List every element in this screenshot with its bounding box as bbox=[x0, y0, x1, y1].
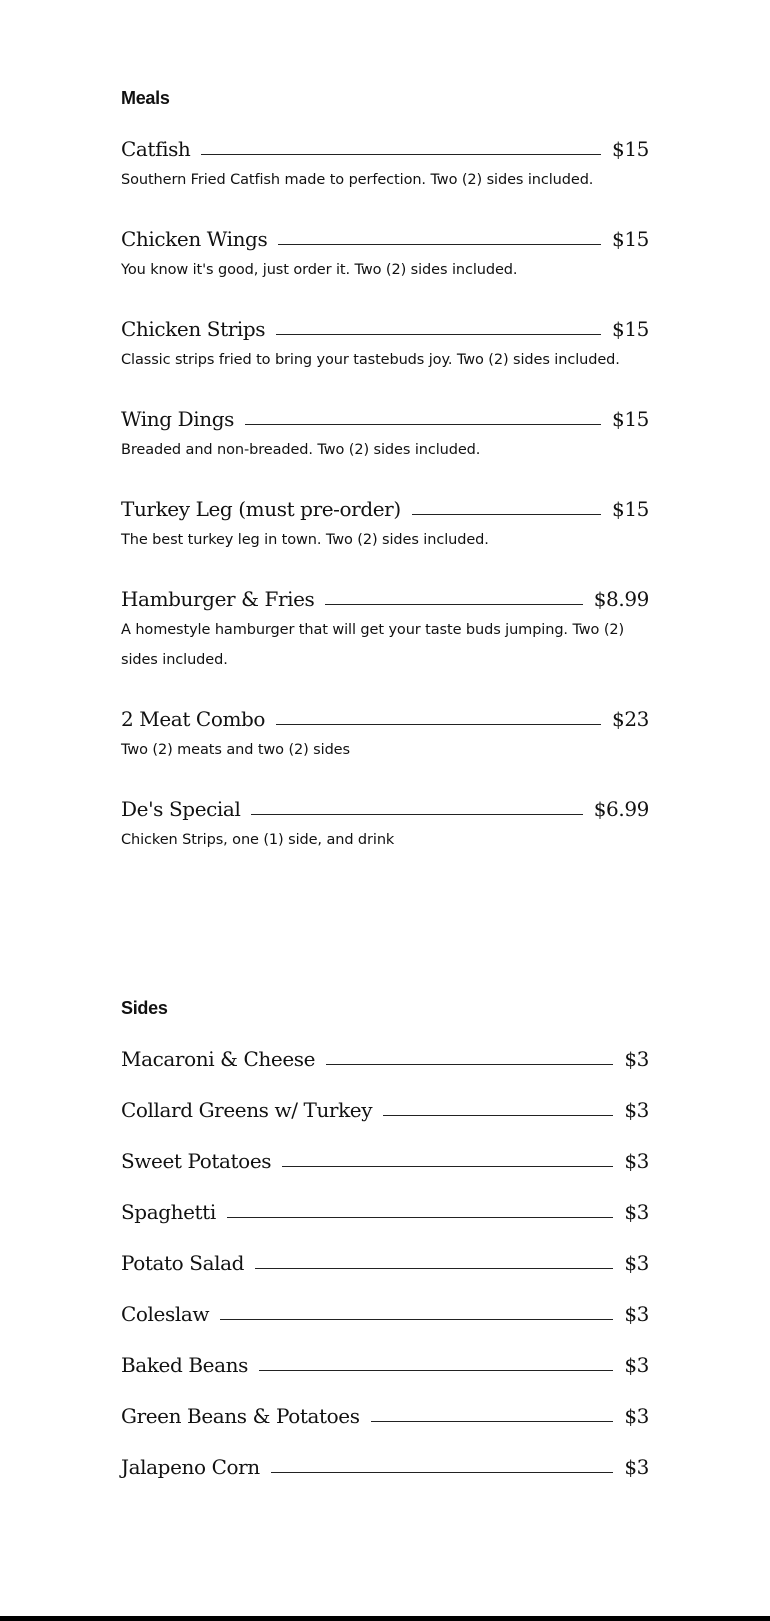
menu-item-description: A homestyle hamburger that will get your taste buds jumping. Two (2) sides included. bbox=[121, 622, 625, 668]
menu-item-hamburger-fries bbox=[121, 580, 649, 675]
side-item-price: $3 bbox=[624, 1047, 649, 1071]
dotted-leader-line bbox=[251, 814, 582, 815]
side-item-price: $3 bbox=[624, 1200, 649, 1224]
meals-section bbox=[121, 88, 649, 880]
side-item-name: Potato Salad bbox=[121, 1251, 245, 1275]
menu-item-description: The best turkey leg in town. Two (2) sides included. bbox=[121, 532, 489, 548]
side-item-price: $3 bbox=[624, 1353, 649, 1377]
bottom-border-bar bbox=[0, 1616, 770, 1621]
dotted-leader-line bbox=[326, 1064, 613, 1065]
menu-item-wing-dings bbox=[121, 400, 649, 465]
menu-item-row bbox=[121, 490, 649, 522]
menu-item-chicken-wings bbox=[121, 220, 649, 285]
menu-item-price: $15 bbox=[612, 497, 649, 521]
side-item-spaghetti bbox=[121, 1193, 649, 1225]
dotted-leader-line bbox=[255, 1268, 613, 1269]
dotted-leader-line bbox=[259, 1370, 613, 1371]
side-item-name: Jalapeno Corn bbox=[121, 1455, 260, 1479]
side-item-sweet-potatoes bbox=[121, 1142, 649, 1174]
menu-item-price: $15 bbox=[612, 137, 649, 161]
menu-item-price: $23 bbox=[612, 707, 649, 731]
side-item-price: $3 bbox=[624, 1455, 649, 1479]
menu-item-description: Breaded and non-breaded. Two (2) sides included. bbox=[121, 442, 481, 458]
dotted-leader-line bbox=[325, 604, 582, 605]
menu-item-description: Chicken Strips, one (1) side, and drink bbox=[121, 832, 395, 848]
meals-heading: Meals bbox=[121, 88, 170, 108]
side-item-name: Baked Beans bbox=[121, 1353, 248, 1377]
side-item-price: $3 bbox=[624, 1404, 649, 1428]
menu-item-price: $8.99 bbox=[593, 587, 649, 611]
side-item-name: Green Beans & Potatoes bbox=[121, 1404, 360, 1428]
dotted-leader-line bbox=[201, 154, 601, 155]
menu-item-price: $15 bbox=[612, 317, 649, 341]
side-item-name: Spaghetti bbox=[121, 1200, 216, 1224]
menu-item-row bbox=[121, 130, 649, 162]
menu-item-name: Hamburger & Fries bbox=[121, 587, 315, 611]
side-item-price: $3 bbox=[624, 1098, 649, 1122]
side-item-jalapeno-corn bbox=[121, 1448, 649, 1480]
sides-heading: Sides bbox=[121, 998, 168, 1018]
menu-item-name: Chicken Strips bbox=[121, 317, 266, 341]
side-item-name: Collard Greens w/ Turkey bbox=[121, 1098, 373, 1122]
menu-item-des-special bbox=[121, 790, 649, 855]
menu-item-name: Turkey Leg (must pre-order) bbox=[121, 497, 401, 521]
side-item-macaroni-cheese bbox=[121, 1040, 649, 1072]
menu-item-turkey-leg bbox=[121, 490, 649, 555]
dotted-leader-line bbox=[220, 1319, 613, 1320]
menu-item-price: $15 bbox=[612, 407, 649, 431]
dotted-leader-line bbox=[282, 1166, 613, 1167]
side-item-green-beans-potatoes bbox=[121, 1397, 649, 1429]
menu-item-description: You know it's good, just order it. Two (2) sides included. bbox=[121, 262, 518, 278]
menu-item-row bbox=[121, 700, 649, 732]
dotted-leader-line bbox=[245, 424, 601, 425]
menu-item-description: Southern Fried Catfish made to perfection. Two (2) sides included. bbox=[121, 172, 594, 188]
menu-item-row bbox=[121, 580, 649, 612]
dotted-leader-line bbox=[276, 724, 601, 725]
menu-item-chicken-strips bbox=[121, 310, 649, 375]
side-item-coleslaw bbox=[121, 1295, 649, 1327]
menu-item-catfish bbox=[121, 130, 649, 195]
side-item-price: $3 bbox=[624, 1149, 649, 1173]
menu-item-name: 2 Meat Combo bbox=[121, 707, 266, 731]
side-item-name: Sweet Potatoes bbox=[121, 1149, 272, 1173]
dotted-leader-line bbox=[278, 244, 601, 245]
menu-item-price: $6.99 bbox=[593, 797, 649, 821]
menu-item-name: Chicken Wings bbox=[121, 227, 268, 251]
menu-item-name: Wing Dings bbox=[121, 407, 235, 431]
side-item-collard-greens bbox=[121, 1091, 649, 1123]
dotted-leader-line bbox=[412, 514, 601, 515]
dotted-leader-line bbox=[227, 1217, 614, 1218]
dotted-leader-line bbox=[276, 334, 601, 335]
menu-item-price: $15 bbox=[612, 227, 649, 251]
dotted-leader-line bbox=[371, 1421, 614, 1422]
menu-item-name: De's Special bbox=[121, 797, 241, 821]
menu-item-row bbox=[121, 220, 649, 252]
side-item-baked-beans bbox=[121, 1346, 649, 1378]
menu-item-row bbox=[121, 310, 649, 342]
menu-item-description: Classic strips fried to bring your tastebuds joy. Two (2) sides included. bbox=[121, 352, 620, 368]
menu-item-row bbox=[121, 790, 649, 822]
side-item-name: Macaroni & Cheese bbox=[121, 1047, 316, 1071]
side-item-price: $3 bbox=[624, 1251, 649, 1275]
menu-item-description: Two (2) meats and two (2) sides bbox=[121, 742, 350, 758]
menu-item-name: Catfish bbox=[121, 137, 191, 161]
sides-section bbox=[121, 998, 649, 1499]
menu-item-row bbox=[121, 400, 649, 432]
side-item-price: $3 bbox=[624, 1302, 649, 1326]
dotted-leader-line bbox=[271, 1472, 614, 1473]
side-item-potato-salad bbox=[121, 1244, 649, 1276]
menu-item-2-meat-combo bbox=[121, 700, 649, 765]
side-item-name: Coleslaw bbox=[121, 1302, 210, 1326]
dotted-leader-line bbox=[383, 1115, 613, 1116]
